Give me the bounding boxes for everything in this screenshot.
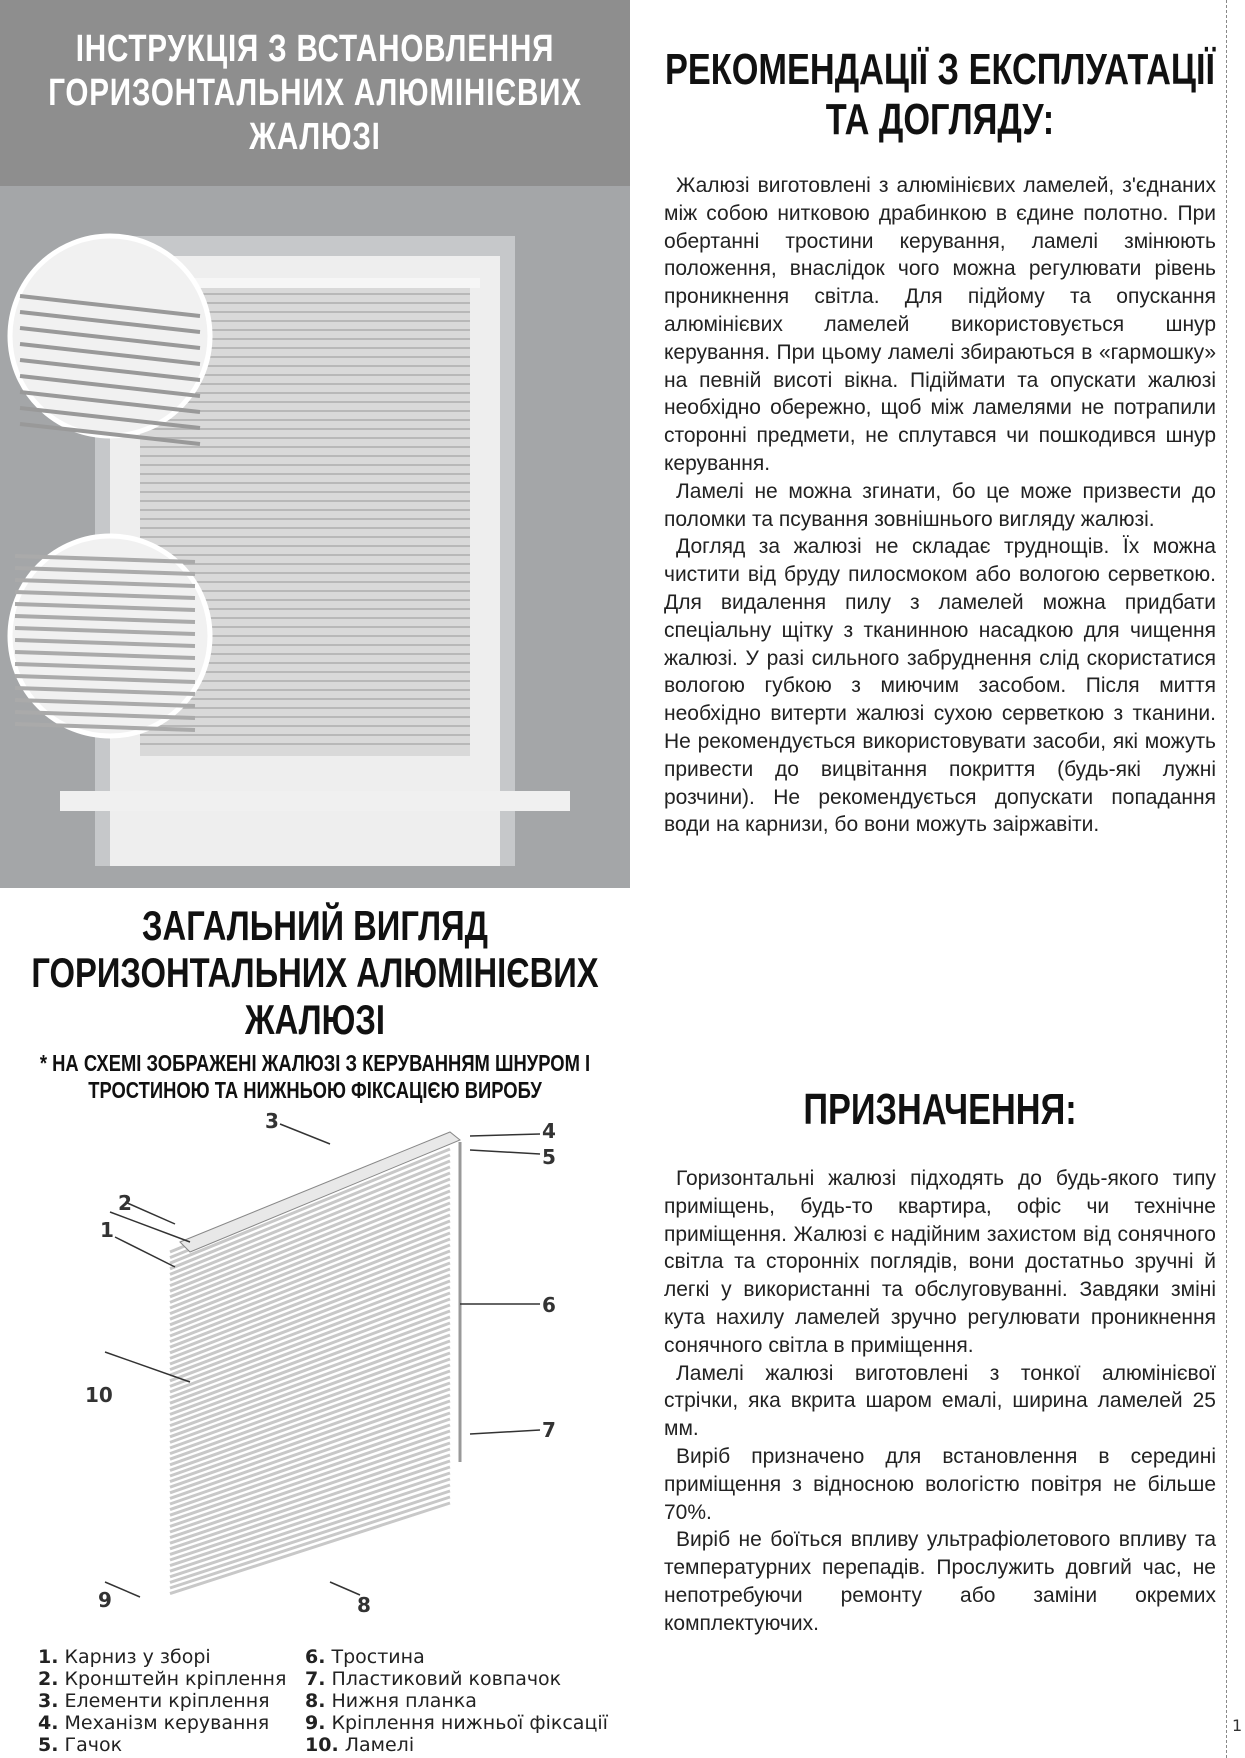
callout-10: 10 <box>85 1383 113 1407</box>
legend-item: 5. Гачок <box>38 1734 123 1756</box>
slat <box>170 1485 450 1577</box>
legend-item: 10. Ламелі <box>305 1734 415 1756</box>
care-text: Жалюзі виготовлені з алюмінієвих ламелей, з'єднаних між собою нитковою драбинкою в єдине полотно. При обертанні тростини керування, ламелі змінюють положення, внаслідок чого можна регулювати рівень проникнення світла. Для підйому та опускання алюмінієвих ламелей використовується шнур керування. При цьому ламелі збираються в «гармошку» на певній висоті вікна. Підіймати та опускати жалюзі необхідно обережно, щоб між ламелями не потрапили сторонні предмети, не сплутався чи пошкодився шнур керування. Ламелі не можна згинати, бо це може призвести до поломки та псування зовнішнього вигляду жалюзі. Догляд за жалюзі не складає труднощів. Їх можна чистити від бруду пилосмоком або вологою серветкою. Для видалення пилу з ламелей можна придбати спеціальну щітку з тканинною насадкою для чищення жалюзі. У разі сильного забруднення слід скористатися вологою губкою з миючим засобом. Після миття необхідно витерти жалюзі сухою серветкою з тканини. Не рекомендується використовувати засоби, які можуть привести до вицвітання покриття (будь-які лужні розчини). Не рекомендується допускати попадання води на карнизи, бо вони можуть заіржавіти. <box>664 174 1216 837</box>
slat <box>170 1245 450 1353</box>
callout-5: 5 <box>542 1145 556 1169</box>
legend-item: 7. Пластиковий ковпачок <box>305 1668 562 1690</box>
callout-3: 3 <box>265 1112 279 1133</box>
callout-7: 7 <box>542 1418 556 1442</box>
page-number: 1 <box>1232 1716 1243 1735</box>
callout-8: 8 <box>357 1593 371 1617</box>
instruction-header <box>0 0 630 186</box>
callout-6: 6 <box>542 1293 556 1317</box>
legend-item: 2. Кронштейн кріплення <box>38 1668 287 1690</box>
legend-column-1 <box>38 1646 286 1756</box>
callout-9: 9 <box>98 1588 112 1612</box>
legend-item: 9. Кріплення нижньої фіксації <box>305 1712 608 1734</box>
blinds-diagram <box>60 1112 600 1642</box>
overview-note: * НА СХЕМІ ЗОБРАЖЕНІ ЖАЛЮЗІ З КЕРУВАННЯМ ШНУРОМ І ТРОСТИНОЮ ТА НИЖНЬОЮ ФІКСАЦІЄЮ ВИРОБУ <box>39 1050 591 1103</box>
legend-item: 1. Карниз у зборі <box>38 1646 211 1668</box>
callout-2: 2 <box>118 1191 132 1215</box>
legend-item: 4. Механізм керування <box>38 1712 270 1734</box>
legend-column-2 <box>305 1646 608 1756</box>
slat <box>170 1479 450 1571</box>
diagram-slats <box>170 1137 450 1594</box>
legend-item: 6. Тростина <box>305 1646 425 1668</box>
instruction-title: ІНСТРУКЦІЯ З ВСТАНОВЛЕННЯ ГОРИЗОНТАЛЬНИХ АЛЮМІНІЄВИХ ЖАЛЮЗІ <box>48 28 582 158</box>
slat <box>170 1491 450 1582</box>
callout-4: 4 <box>542 1119 556 1143</box>
overview-title: ЗАГАЛЬНИЙ ВИГЛЯД ГОРИЗОНТАЛЬНИХ АЛЮМІНІЄВИХ ЖАЛЮЗІ <box>31 902 599 1043</box>
care-title: РЕКОМЕНДАЦІЇ З ЕКСПЛУАТАЦІЇ ТА ДОГЛЯДУ: <box>665 45 1215 144</box>
blinds-photo <box>0 186 630 888</box>
legend-item: 3. Елементи кріплення <box>38 1690 270 1712</box>
callout-1: 1 <box>100 1218 114 1242</box>
purpose-text: Горизонтальні жалюзі підходять до будь-якого типу приміщень, будь-то квартира, офіс чи технічне приміщення. Жалюзі є надійним захистом від сонячного світла та сторонніх поглядів, вони достатньо зручні й легкі у використанні та обслуговуванні. Завдяки зміні кута нахилу ламелей зручно регулювати проникнення сонячного світла в приміщення. Ламелі жалюзі виготовлені з тонкої алюмінієвої стрічки, яка вкрита шаром емалі, ширина ламелей 25 мм. Виріб призначено для встановлення в середині приміщення з відносною вологістю повітря не більше 70%. Виріб не боїться впливу ультрафіолетового впливу та температурних перепадів. Прослужить довгий час, не непотребуючи ремонту або заміни окремих комплектуючих. <box>664 1167 1216 1635</box>
legend-item: 8. Нижня планка <box>305 1690 477 1712</box>
purpose-title: ПРИЗНАЧЕННЯ: <box>803 1085 1077 1134</box>
cut-line <box>1226 0 1227 1758</box>
